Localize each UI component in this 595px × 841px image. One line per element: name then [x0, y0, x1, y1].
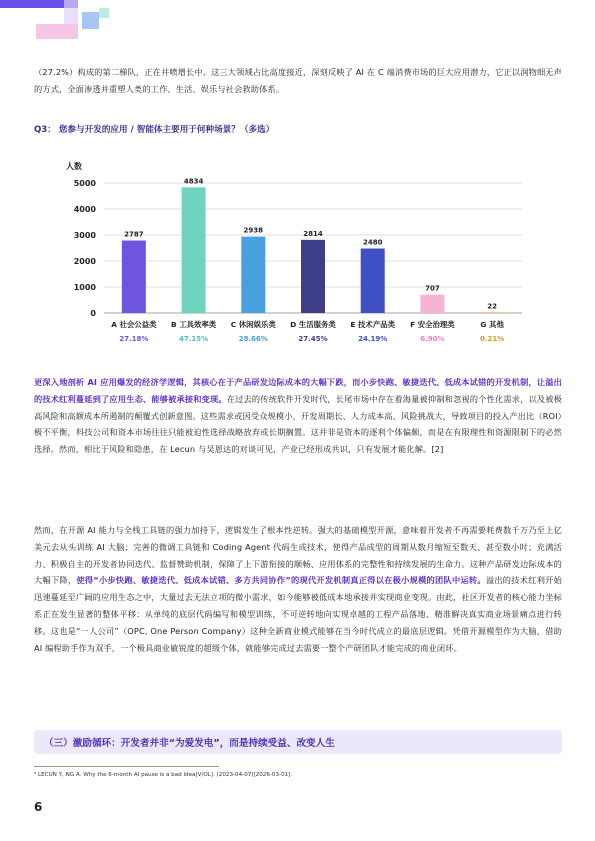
bar-chart-svg — [60, 155, 530, 355]
y-axis-label: 人数 — [66, 162, 82, 171]
bar-value-label: 2938 — [243, 226, 264, 235]
bar — [361, 249, 385, 313]
bar — [301, 240, 325, 313]
y-tick-label: 0 — [90, 309, 96, 318]
paragraph-text: 然而，在开源 AI 能力与全栈工具链的强力加持下，逻辑发生了根本性逆转。强大的基础模型开源，意味着开发者不再需要耗费数千万乃至上亿美元去从头训练 AI 大脑；完善的微调工具链和 Coding Agent 代码生成技术，使得产品成型的周期从数月缩短至数天、甚至数小时；充满活力、积极自主的开发者协同迭代、监督赞助机制，保障了上下游衔接的顺畅、应用体系的完整性和持续发展的生命力。这种产品研发边际成本的大幅下降， — [34, 525, 562, 586]
header-decoration — [82, 12, 99, 29]
paragraph-text: 溢出的技术红利开始迅速蔓延至广阔的应用生态之中，大量过去无法立项的微小需求，如今能够被低成本地承接并实现商业变现。由此，社区开发者的核心能力坐标系正在发生显著的整体平移：从单纯的底层代码编写和模型训练，不可逆转地向实现卓越的工程产品落地、精准解决真实商业场景痛点进行转移。这也是“一人公司”（OPC, One Person Company）这种全新商业模式能够在当今时代成立的最底层逻辑。凭借开源模型作为大脑，借助 AI 编程助手作为双手，一个极具商业敏锐度的超级个体，就能够完成过去需要一整个产研团队才能完成的商业闭环。 — [34, 575, 562, 653]
bar-value-label: 4834 — [183, 177, 204, 186]
x-category-label: C 休闲娱乐类 — [230, 320, 276, 329]
analysis-paragraph-2 — [34, 522, 562, 656]
header-decoration — [99, 8, 109, 18]
x-category-label: A 社会公益类 — [111, 320, 157, 329]
bar — [420, 295, 444, 313]
section-heading-box — [34, 730, 562, 754]
y-tick-label: 4000 — [73, 205, 96, 214]
y-tick-label: 3000 — [73, 231, 96, 240]
percent-label: 6.90% — [420, 335, 445, 343]
section-heading: （三）激励循环：开发者并非“为爱发电”，而是持续受益、改变人生 — [44, 738, 335, 749]
footnote: ² LECUN Y, NG A. Why the 6-month AI pause is a bad idea[V/OL]. (2023-04-07)[2026-03-01]. — [34, 772, 293, 778]
header-decoration — [64, 0, 78, 8]
percent-label: 47.15% — [178, 335, 209, 343]
y-tick-label: 1000 — [73, 283, 96, 292]
bar — [241, 237, 265, 313]
bar-value-label: 2480 — [362, 238, 383, 247]
x-category-label: G 其他 — [480, 320, 504, 329]
paragraph-highlight: 更深入地剖析 AI 应用爆发的经济学逻辑，其核心在于产品研发边际成本的大幅下跌，而小步快跑、敏捷迭代、低成本试错的开发机制，让溢出的技术红利蔓延到了应用生态、能够被承接和变现。 — [34, 377, 562, 404]
analysis-paragraph-1 — [34, 374, 562, 458]
percent-label: 28.66% — [238, 335, 268, 343]
paragraph-highlight: 使得“小步快跑、敏捷迭代、低成本试错、多方共同协作”的现代开发机制真正得以在极小规模的团队中运转。 — [76, 575, 486, 586]
paragraph-text: 在过去的传统软件开发时代，长尾市场中存在着海量被抑制和忽视的个性化需求，以及被极高风险和高额成本所遏制的颠覆式创新意图。这些需求或因受众规模小、开发周期长、人力成本高、风险挑战大，导致项目的投入产出比（ROI）极不平衡，科技公司和资本市场往往只能被迫性选择战略放弃或长期搁置。这并非是资本的逐利个体偏颇，而是在有限理性和资源限制下的必然选择。然而，相比于风险和隐患，在 Lecun 与吴恩达的对谈可见，产业已经形成共识，只有发展才能化解。[2] — [34, 393, 562, 455]
percent-label: 24.19% — [358, 335, 388, 343]
intro-paragraph: （27.2%）构成的第二梯队，正在井喷增长中。这三大领域占比高度接近，深刻反映了 AI 在 C 端消费市场的巨大应用潜力，它正以润物细无声的方式，全面渗透并重塑人类的工作、生活、娱乐与社会救助体系。 — [34, 67, 562, 94]
percent-label: 0.21% — [479, 335, 505, 343]
header-decoration — [0, 0, 64, 8]
x-category-label: D 生活服务类 — [290, 320, 336, 329]
y-tick-label: 5000 — [73, 179, 96, 188]
percent-label: 27.18% — [119, 335, 149, 343]
bar — [182, 187, 206, 313]
bar-value-label: 2814 — [303, 229, 323, 238]
page-number: 6 — [34, 800, 43, 814]
x-category-label: B 工具效率类 — [170, 320, 217, 329]
footnote-divider — [34, 766, 219, 767]
y-tick-label: 2000 — [73, 257, 96, 266]
bar-value-label: 707 — [425, 284, 440, 293]
x-category-label: E 技术产品类 — [350, 320, 396, 329]
percent-label: 27.45% — [298, 335, 328, 343]
bar-value-label: 2787 — [124, 230, 144, 239]
bar-value-label: 22 — [487, 302, 498, 311]
bar — [480, 312, 504, 313]
bar-chart — [60, 155, 530, 355]
x-category-label: F 安全治理类 — [410, 320, 455, 329]
bar — [122, 241, 146, 313]
question-title: Q3： 您参与开发的应用 / 智能体主要用于何种场景？（多选） — [34, 125, 275, 135]
header-decoration — [36, 24, 78, 39]
